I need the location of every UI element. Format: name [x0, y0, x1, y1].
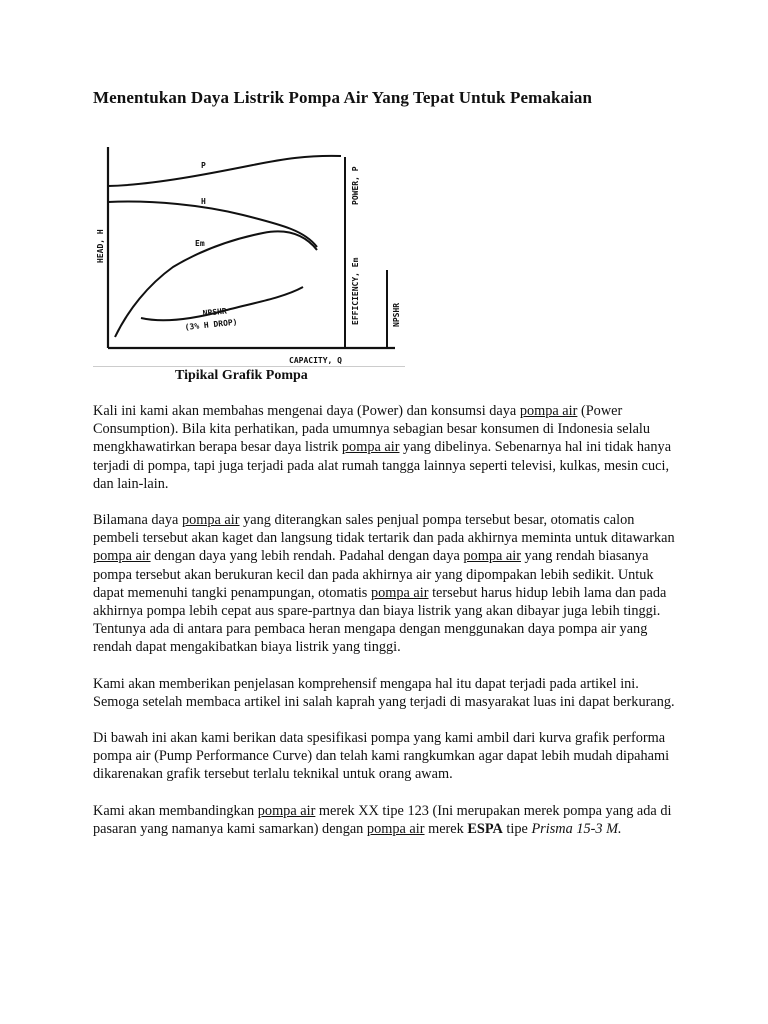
power-curve	[108, 156, 341, 186]
curve-label-h: H	[201, 197, 206, 206]
pompa-air-link[interactable]: pompa air	[519, 403, 578, 419]
y-axis-label: HEAD, H	[96, 229, 105, 263]
figure-caption: Tipikal Grafik Pompa	[175, 368, 308, 383]
pompa-air-link[interactable]: pompa air	[463, 548, 521, 565]
figure-divider	[93, 366, 405, 367]
pompa-air-link[interactable]: pompa air	[366, 820, 425, 837]
curve-label-p: P	[201, 161, 206, 170]
text-run: merek XX tipe 123 (Ini merupakan merek pompa yang ada di pasaran yang namanya kami samarkan) dengan	[93, 802, 672, 837]
text-run: Kami akan membandingkan	[93, 802, 258, 819]
page-title: Menentukan Daya Listrik Pompa Air Yang Tepat Untuk Pemakaian	[93, 88, 593, 107]
text-run: merek	[424, 820, 468, 837]
bold-text: ESPA	[467, 820, 503, 837]
text-run: tersebut harus hidup lebih lama dan pada akhirnya pompa lebih cepat aus spare-partnya dan biaya listrik yang akan dibayar juga lebih tinggi. Tentunya ada di antara para pembaca heran mengapa dengan menggunakan daya pompa air yang rendah dapat mengakibatkan biaya listrik yang tinggi.	[93, 584, 667, 656]
x-axis-label: CAPACITY, Q	[289, 356, 342, 365]
paragraph	[93, 511, 683, 657]
pompa-air-link[interactable]: pompa air	[93, 548, 151, 565]
pump-curve-figure	[93, 135, 405, 375]
efficiency-axis-label: EFFICIENCY, Em	[351, 257, 360, 325]
pompa-air-link[interactable]: pompa air	[370, 584, 429, 601]
text-run: tipe	[502, 820, 532, 837]
text-run: Di bawah ini akan kami berikan data spesifikasi pompa yang kami ambil dari kurva grafik performa pompa air (Pump Performance Curve) dan telah kami rangkumkan agar dapat lebih mudah dipahami dikarenakan grafik tersebut terlalu teknikal untuk orang awam.	[93, 730, 670, 783]
text-run: yang diterangkan sales penjual pompa tersebut besar, otomatis calon pembeli tersebut akan kaget dan langsung tidak tertarik dan pada akhirnya meminta untuk ditawarkan	[93, 512, 675, 547]
paragraph	[93, 402, 683, 493]
curve-label-npshr-note: (3% H DROP)	[184, 317, 238, 332]
paragraph	[93, 675, 683, 711]
npshr-axis-label: NPSHR	[392, 302, 401, 327]
article-body	[93, 402, 683, 856]
pump-curve-diagram	[93, 135, 405, 370]
text-run: (Power Consumption). Bila kita perhatikan, pada umumnya sebagian besar konsumen di Indonesia selalu mengkhawatirkan berapa besar daya listrik	[93, 403, 651, 456]
text-run: yang rendah biasanya pompa tersebut akan berukuran kecil dan pada akhirnya air yang dipompakan lebih sedikit. Untuk dapat memenuhi tangki penampungan, otomatis	[93, 548, 654, 601]
head-curve	[108, 202, 317, 247]
curve-label-npshr: NPSHR	[202, 306, 228, 318]
power-axis-label: POWER, P	[351, 166, 360, 205]
text-run: Bilamana daya	[93, 512, 182, 529]
curve-label-em: Em	[195, 239, 205, 248]
text-run: Kali ini kami akan membahas mengenai daya (Power) dan konsumsi daya	[93, 403, 520, 419]
text-run: yang dibelinya. Sebenarnya hal ini tidak hanya terjadi di pompa, tapi juga terjadi pada alat rumah tangga lainnya seperti televisi, kulkas, mesin cuci, dan lain-lain.	[93, 439, 672, 492]
italic-text: Prisma 15-3 M.	[531, 820, 622, 837]
paragraph	[93, 729, 683, 784]
text-run: Kami akan memberikan penjelasan komprehensif mengapa hal itu dapat terjadi pada artikel ini. Semoga setelah membaca artikel ini salah kaprah yang terjadi di masyarakat luas ini dapat berkurang.	[93, 675, 675, 710]
text-run: dengan daya yang lebih rendah. Padahal dengan daya	[150, 548, 464, 565]
paragraph	[93, 802, 683, 838]
pompa-air-link[interactable]: pompa air	[257, 802, 316, 819]
pompa-air-link[interactable]: pompa air	[341, 439, 400, 456]
pompa-air-link[interactable]: pompa air	[181, 512, 240, 529]
